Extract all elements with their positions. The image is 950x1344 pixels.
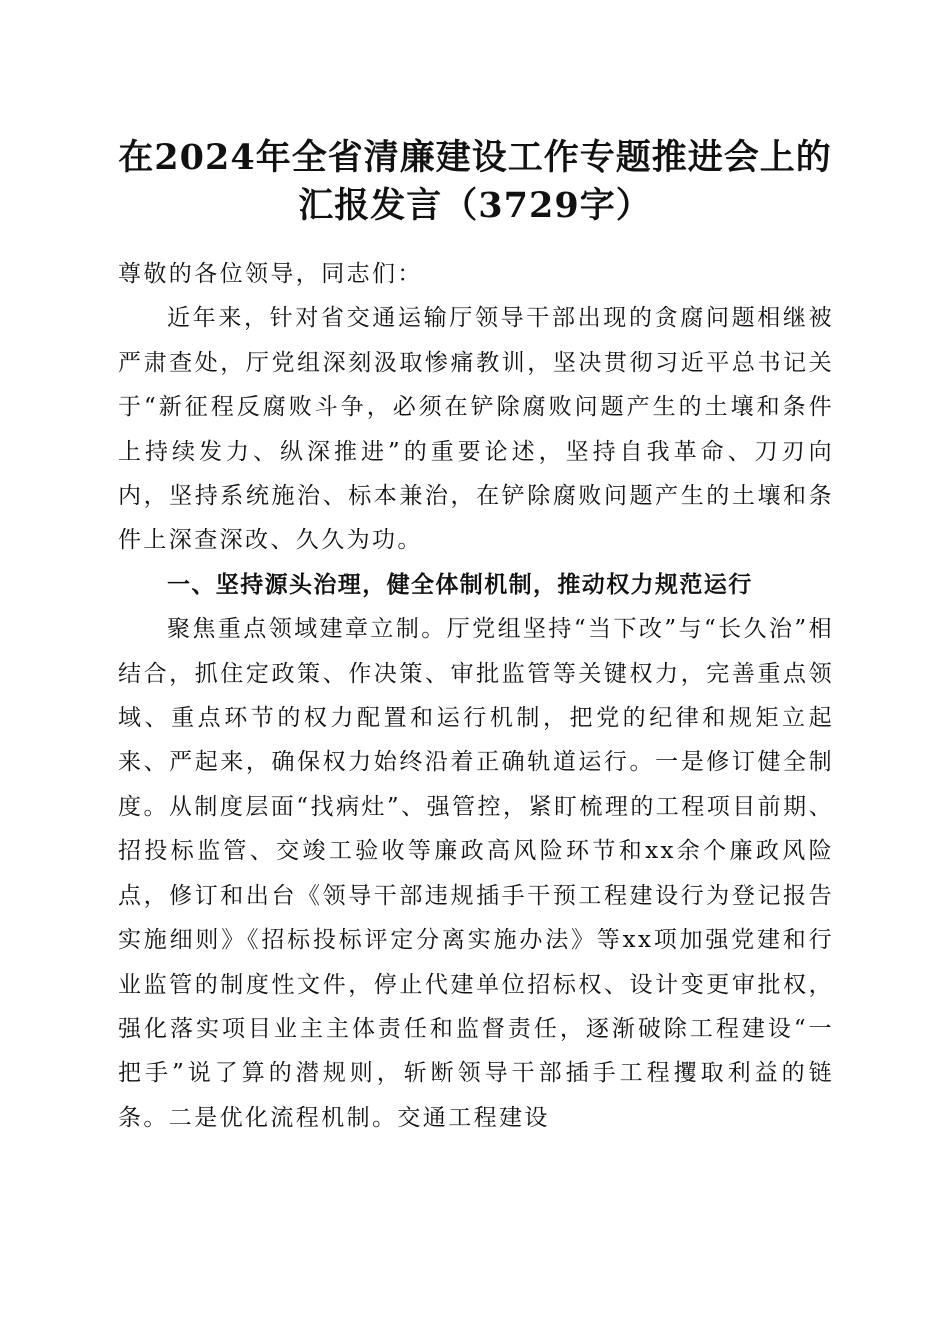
- title-line-1: 在2024年全省清廉建设工作专题推进会上的: [118, 137, 832, 178]
- document-title: [100, 134, 850, 230]
- section-1-paragraph: 聚焦重点领域建章立制。厅党组坚持“当下改”与“长久治”相结合，抓住定政策、作决策、审批监管等关键权力，完善重点领域、重点环节的权力配置和运行机制，把党的纪律和规矩立起来、严起来，确保权力始终沿着正确轨道运行。一是修订健全制度。从制度层面“找病灶”、强管控，紧盯梳理的工程项目前期、招投标监管、交竣工验收等廉政高风险环节和xx余个廉政风险点，修订和出台《领导干部违规插手干预工程建设行为登记报告实施细则》《招标投标评定分离实施办法》等xx项加强党建和行业监管的制度性文件，停止代建单位招标权、设计变更审批权，强化落实项目业主主体责任和监督责任，逐渐破除工程建设“一把手”说了算的潜规则，斩断领导干部插手工程攫取利益的链条。二是优化流程机制。交通工程建设: [118, 616, 834, 1131]
- title-line-2: 汇报发言（3729字）: [298, 185, 652, 226]
- intro-paragraph: 近年来，针对省交通运输厅领导干部出现的贪腐问题相继被严肃查处，厅党组深刻汲取惨痛教训，坚决贯彻习近平总书记关于“新征程反腐败斗争，必须在铲除腐败问题产生的土壤和条件上持续发力、纵深推进”的重要论述，坚持自我革命、刀刃向内，坚持系统施治、标本兼治，在铲除腐败问题产生的土壤和条件上深查深改、久久为功。: [118, 305, 834, 554]
- document-body: [118, 252, 834, 1140]
- section-heading-1: 一、坚持源头治理，健全体制机制，推动权力规范运行: [167, 571, 753, 598]
- salutation: 尊敬的各位领导，同志们：: [118, 261, 423, 287]
